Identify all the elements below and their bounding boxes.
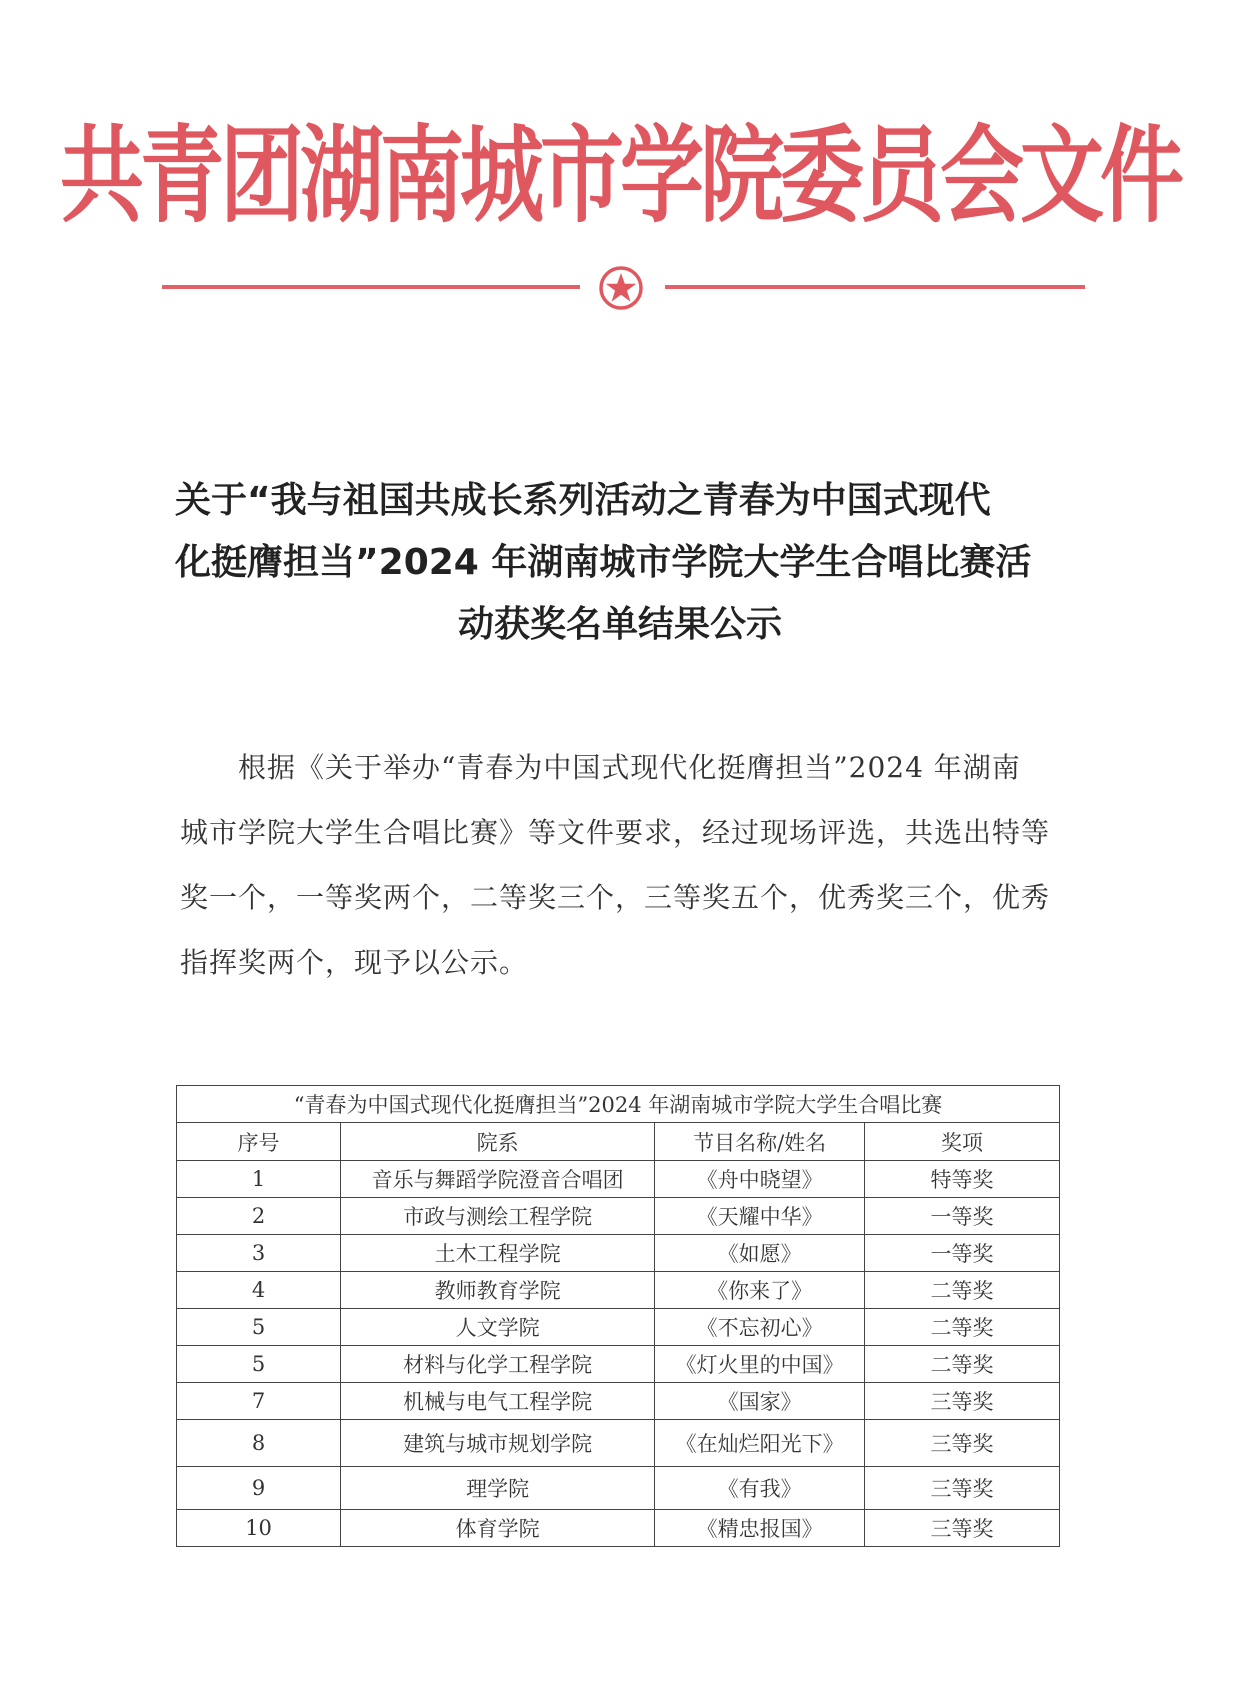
title-line-3: 动获奖名单结果公示 bbox=[457, 604, 782, 645]
cell-index: 5 bbox=[177, 1346, 341, 1383]
cell-award: 二等奖 bbox=[865, 1272, 1060, 1309]
cell-index: 2 bbox=[177, 1198, 341, 1235]
cell-college: 土木工程学院 bbox=[341, 1235, 655, 1272]
title-line-1: 关于“我与祖国共成长系列活动之青春为中国式现代 bbox=[175, 480, 991, 521]
header-rule-right bbox=[665, 285, 1085, 289]
table-row bbox=[177, 1198, 1060, 1235]
table-row bbox=[177, 1309, 1060, 1346]
cell-program: 《你来了》 bbox=[655, 1272, 865, 1309]
cell-award: 三等奖 bbox=[865, 1383, 1060, 1420]
cell-program: 《在灿烂阳光下》 bbox=[655, 1420, 865, 1467]
cell-index: 3 bbox=[177, 1235, 341, 1272]
cell-award: 特等奖 bbox=[865, 1161, 1060, 1198]
cell-college: 机械与电气工程学院 bbox=[341, 1383, 655, 1420]
cell-college: 人文学院 bbox=[341, 1309, 655, 1346]
cell-index: 8 bbox=[177, 1420, 341, 1467]
star-icon bbox=[597, 264, 645, 312]
cell-award: 二等奖 bbox=[865, 1346, 1060, 1383]
table-row bbox=[177, 1467, 1060, 1510]
cell-college: 体育学院 bbox=[341, 1510, 655, 1547]
cell-college: 材料与化学工程学院 bbox=[341, 1346, 655, 1383]
table-row bbox=[177, 1346, 1060, 1383]
cell-program: 《舟中晓望》 bbox=[655, 1161, 865, 1198]
cell-program: 《有我》 bbox=[655, 1467, 865, 1510]
cell-index: 4 bbox=[177, 1272, 341, 1309]
cell-index: 1 bbox=[177, 1161, 341, 1198]
body-line-4: 指挥奖两个，现予以公示。 bbox=[180, 946, 529, 979]
body-line-3: 奖一个，一等奖两个，二等奖三个，三等奖五个，优秀奖三个，优秀 bbox=[180, 881, 1051, 914]
cell-award: 三等奖 bbox=[865, 1510, 1060, 1547]
header-program: 节目名称/姓名 bbox=[655, 1123, 865, 1161]
table-row bbox=[177, 1235, 1060, 1272]
cell-index: 9 bbox=[177, 1467, 341, 1510]
cell-college: 建筑与城市规划学院 bbox=[341, 1420, 655, 1467]
cell-college: 音乐与舞蹈学院澄音合唱团 bbox=[341, 1161, 655, 1198]
table-row bbox=[177, 1420, 1060, 1467]
table-row bbox=[177, 1272, 1060, 1309]
cell-award: 三等奖 bbox=[865, 1420, 1060, 1467]
cell-program: 《如愿》 bbox=[655, 1235, 865, 1272]
header-rule-left bbox=[162, 285, 580, 289]
cell-award: 三等奖 bbox=[865, 1467, 1060, 1510]
cell-award: 一等奖 bbox=[865, 1198, 1060, 1235]
award-table bbox=[176, 1085, 1060, 1547]
header-index: 序号 bbox=[177, 1123, 341, 1161]
cell-award: 二等奖 bbox=[865, 1309, 1060, 1346]
cell-program: 《精忠报国》 bbox=[655, 1510, 865, 1547]
cell-program: 《灯火里的中国》 bbox=[655, 1346, 865, 1383]
header-college: 院系 bbox=[341, 1123, 655, 1161]
body-paragraph bbox=[180, 735, 1060, 995]
cell-index: 10 bbox=[177, 1510, 341, 1547]
document-title bbox=[175, 470, 1065, 656]
cell-index: 5 bbox=[177, 1309, 341, 1346]
table-row bbox=[177, 1161, 1060, 1198]
cell-index: 7 bbox=[177, 1383, 341, 1420]
cell-award: 一等奖 bbox=[865, 1235, 1060, 1272]
table-caption: “青春为中国式现代化挺膺担当”2024 年湖南城市学院大学生合唱比赛 bbox=[177, 1086, 1060, 1123]
cell-college: 理学院 bbox=[341, 1467, 655, 1510]
table-row bbox=[177, 1510, 1060, 1547]
cell-program: 《不忘初心》 bbox=[655, 1309, 865, 1346]
org-header-title: 共青团湖南城市学院委员会文件 bbox=[60, 113, 1181, 237]
cell-college: 教师教育学院 bbox=[341, 1272, 655, 1309]
cell-college: 市政与测绘工程学院 bbox=[341, 1198, 655, 1235]
title-line-2: 化挺膺担当”2024 年湖南城市学院大学生合唱比赛活 bbox=[175, 542, 1032, 583]
body-line-1: 根据《关于举办“青春为中国式现代化挺膺担当”2024 年湖南 bbox=[238, 751, 1021, 784]
cell-program: 《国家》 bbox=[655, 1383, 865, 1420]
cell-program: 《天耀中华》 bbox=[655, 1198, 865, 1235]
table-row bbox=[177, 1383, 1060, 1420]
header-award: 奖项 bbox=[865, 1123, 1060, 1161]
body-line-2: 城市学院大学生合唱比赛》等文件要求，经过现场评选，共选出特等 bbox=[180, 816, 1051, 849]
